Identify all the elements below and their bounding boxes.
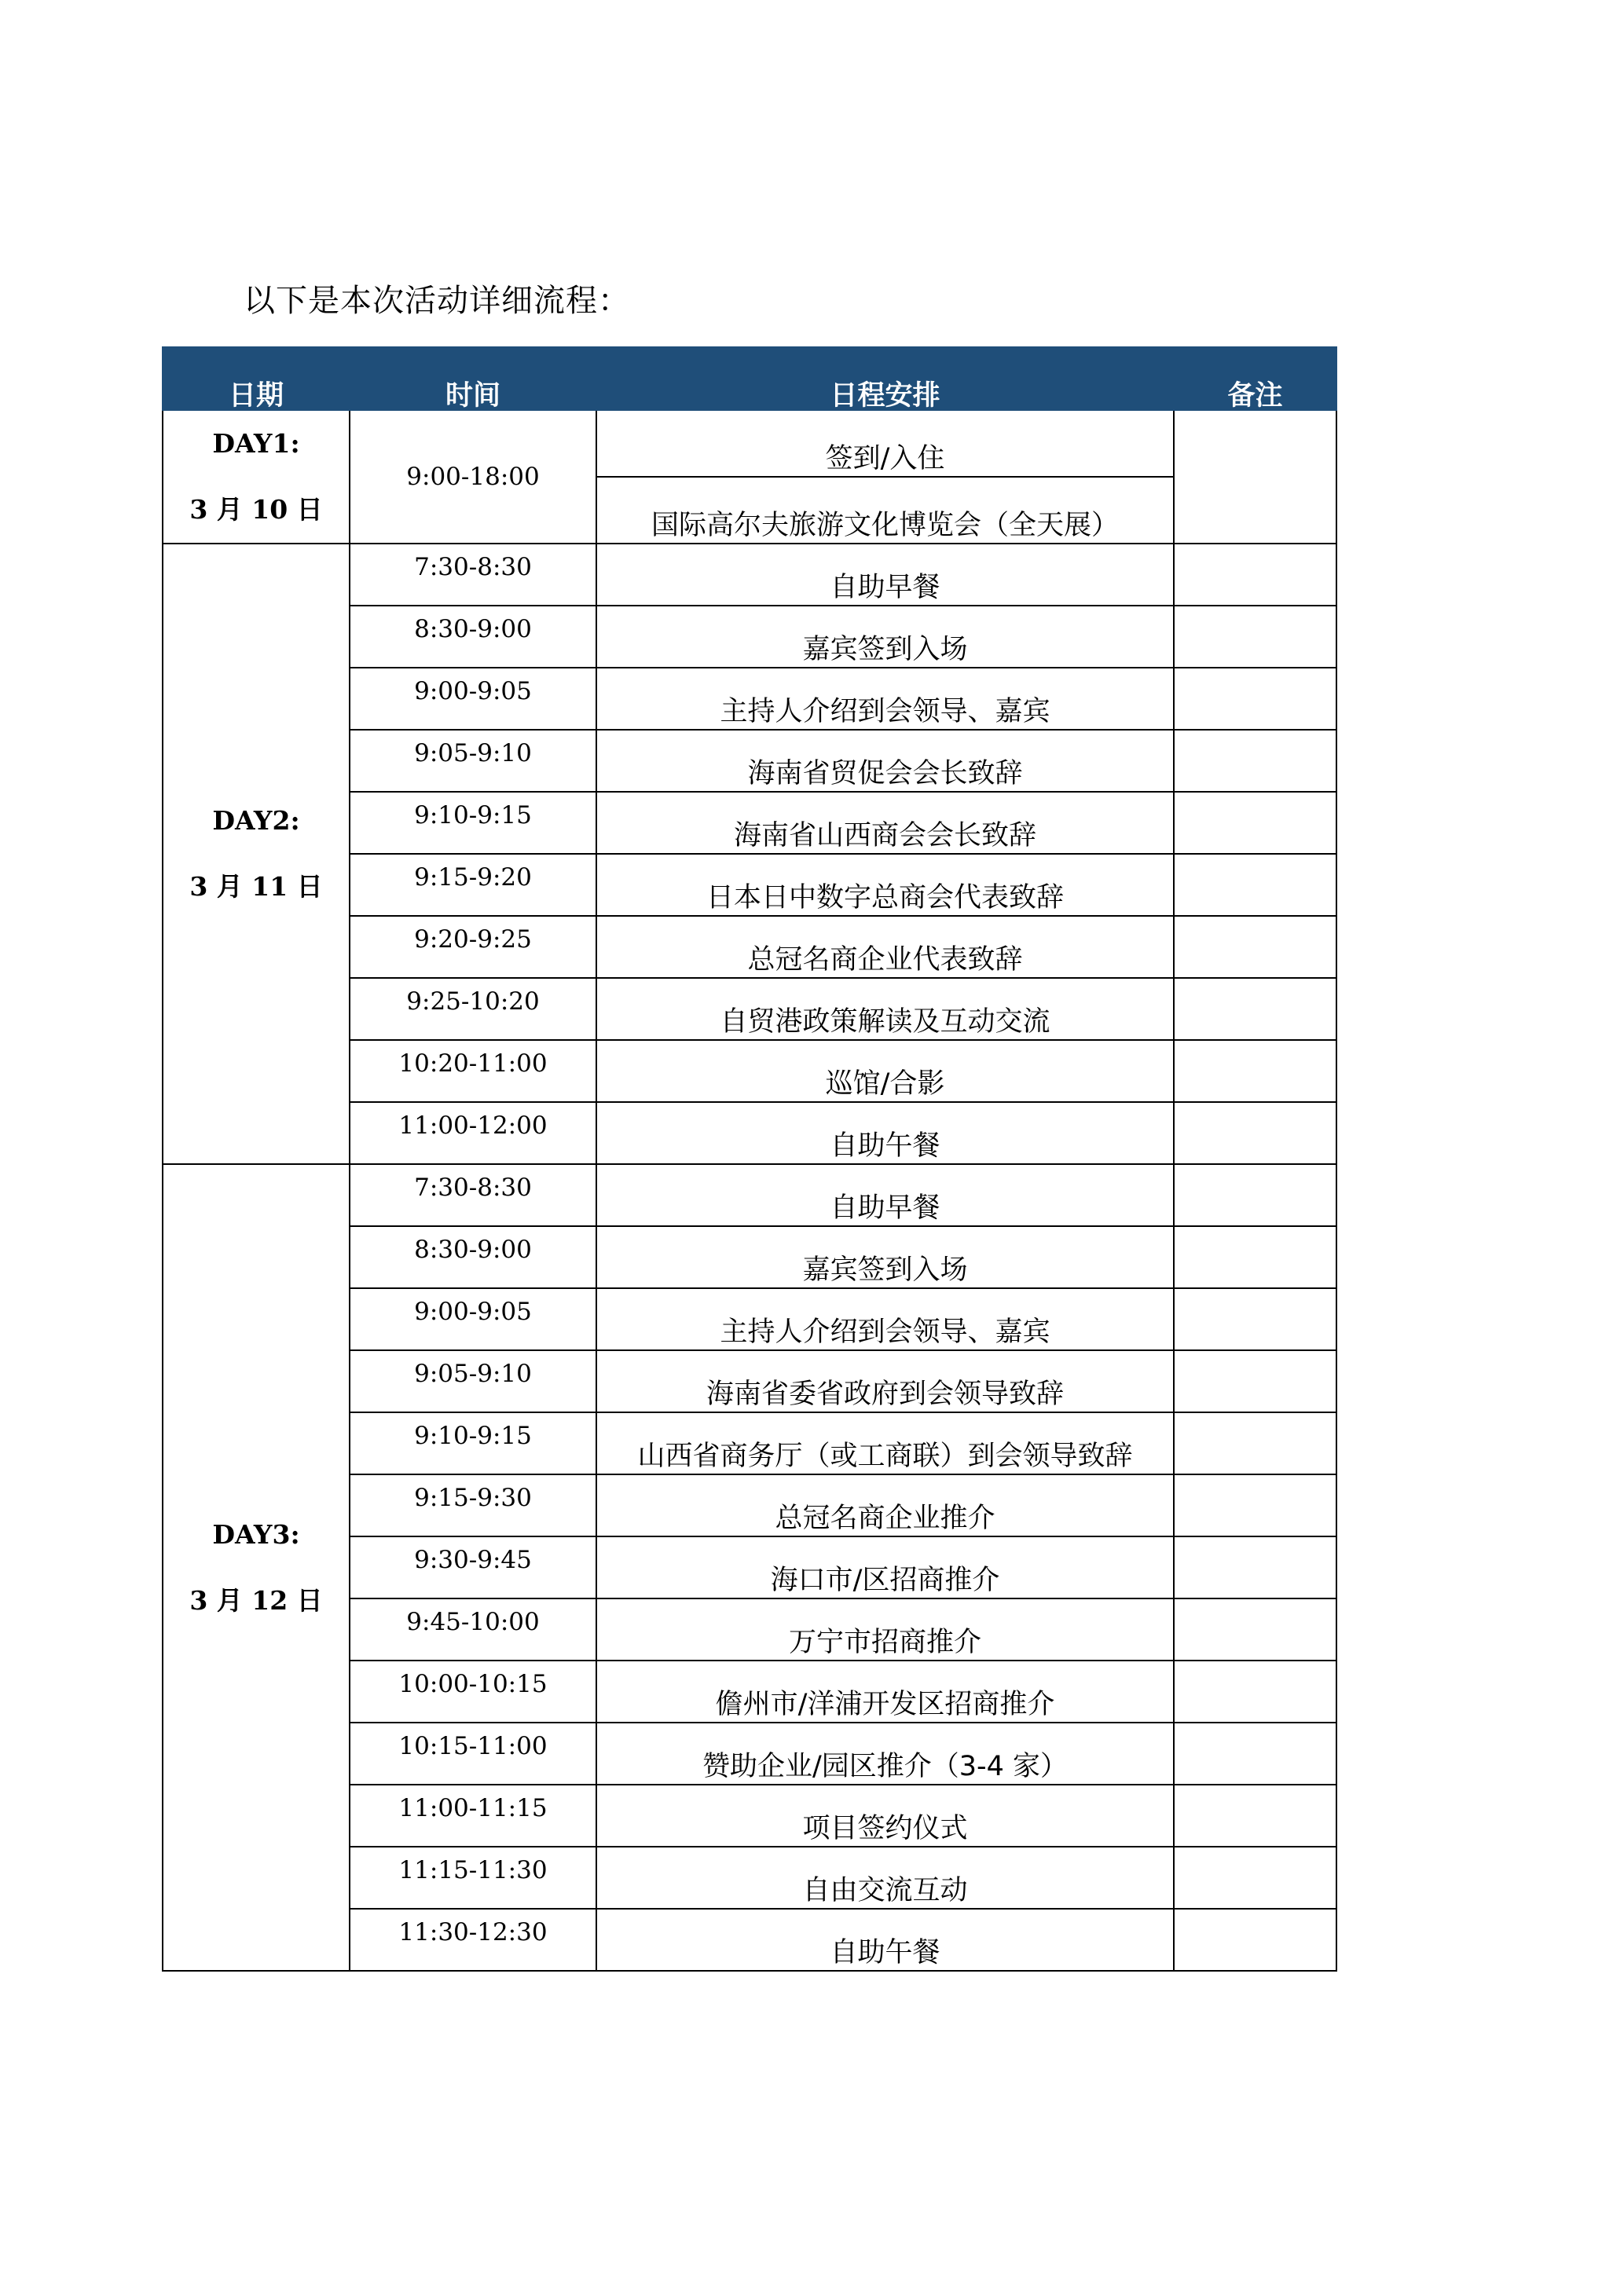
note-cell bbox=[1174, 1288, 1336, 1350]
item-cell: 自助早餐 bbox=[596, 1164, 1174, 1226]
item-cell: 嘉宾签到入场 bbox=[596, 1226, 1174, 1288]
item-cell: 项目签约仪式 bbox=[596, 1785, 1174, 1847]
intro-text: 以下是本次活动详细流程： bbox=[244, 283, 630, 319]
note-cell bbox=[1174, 1040, 1336, 1102]
note-cell bbox=[1174, 1412, 1336, 1474]
item-cell: 海南省委省政府到会领导致辞 bbox=[596, 1350, 1174, 1412]
item-cell: 巡馆/合影 bbox=[596, 1040, 1174, 1102]
note-cell bbox=[1174, 854, 1336, 916]
note-cell bbox=[1174, 1164, 1336, 1226]
time-cell: 10:15-11:00 bbox=[350, 1723, 596, 1785]
day-date: 3 月 12 日 bbox=[189, 1584, 323, 1616]
schedule-header bbox=[163, 347, 1336, 410]
time-cell: 9:45-10:00 bbox=[350, 1598, 596, 1661]
item-cell: 嘉宾签到入场 bbox=[596, 606, 1174, 668]
schedule-table bbox=[162, 346, 1337, 1972]
item-cell: 儋州市/洋浦开发区招商推介 bbox=[596, 1661, 1174, 1723]
day-date: 3 月 10 日 bbox=[189, 494, 323, 525]
time-cell: 8:30-9:00 bbox=[350, 1226, 596, 1288]
note-cell bbox=[1174, 606, 1336, 668]
time-cell: 9:10-9:15 bbox=[350, 792, 596, 854]
note-cell bbox=[1174, 1909, 1336, 1971]
time-cell: 9:30-9:45 bbox=[350, 1536, 596, 1598]
item-cell: 主持人介绍到会领导、嘉宾 bbox=[596, 1288, 1174, 1350]
item-cell: 海南省山西商会会长致辞 bbox=[596, 792, 1174, 854]
time-cell: 11:00-11:15 bbox=[350, 1785, 596, 1847]
note-cell bbox=[1174, 1474, 1336, 1536]
time-cell: 9:25-10:20 bbox=[350, 978, 596, 1040]
note-cell bbox=[1174, 1102, 1336, 1164]
item-cell: 主持人介绍到会领导、嘉宾 bbox=[596, 668, 1174, 730]
note-cell bbox=[1174, 1598, 1336, 1661]
note-cell bbox=[1174, 1723, 1336, 1785]
item-cell: 山西省商务厅（或工商联）到会领导致辞 bbox=[596, 1412, 1174, 1474]
schedule-body bbox=[163, 410, 1336, 1971]
item-cell: 自助早餐 bbox=[596, 544, 1174, 606]
time-cell: 9:15-9:20 bbox=[350, 854, 596, 916]
time-cell: 9:00-9:05 bbox=[350, 668, 596, 730]
note-cell bbox=[1174, 1536, 1336, 1598]
time-cell: 11:15-11:30 bbox=[350, 1847, 596, 1909]
time-cell: 9:00-9:05 bbox=[350, 1288, 596, 1350]
item-cell: 国际高尔夫旅游文化博览会（全天展） bbox=[596, 477, 1174, 544]
item-cell: 万宁市招商推介 bbox=[596, 1598, 1174, 1661]
header-item: 日程安排 bbox=[596, 347, 1174, 410]
item-cell: 自贸港政策解读及互动交流 bbox=[596, 978, 1174, 1040]
item-cell: 自助午餐 bbox=[596, 1102, 1174, 1164]
item-cell: 赞助企业/园区推介（3-4 家） bbox=[596, 1723, 1174, 1785]
item-cell: 自助午餐 bbox=[596, 1909, 1174, 1971]
time-cell: 9:10-9:15 bbox=[350, 1412, 596, 1474]
time-cell: 9:20-9:25 bbox=[350, 916, 596, 978]
day-label: DAY3: bbox=[212, 1518, 300, 1550]
header-row bbox=[163, 347, 1336, 410]
time-cell: 9:00-18:00 bbox=[350, 410, 596, 544]
note-cell bbox=[1174, 410, 1336, 544]
note-cell bbox=[1174, 1350, 1336, 1412]
header-date: 日期 bbox=[163, 347, 350, 410]
day-label: DAY2: bbox=[212, 805, 300, 836]
time-cell: 10:00-10:15 bbox=[350, 1661, 596, 1723]
note-cell bbox=[1174, 1661, 1336, 1723]
note-cell bbox=[1174, 730, 1336, 792]
time-cell: 11:00-12:00 bbox=[350, 1102, 596, 1164]
time-cell: 8:30-9:00 bbox=[350, 606, 596, 668]
time-cell: 11:30-12:30 bbox=[350, 1909, 596, 1971]
day-cell bbox=[163, 1164, 350, 1971]
item-cell: 自由交流互动 bbox=[596, 1847, 1174, 1909]
note-cell bbox=[1174, 668, 1336, 730]
header-time: 时间 bbox=[350, 347, 596, 410]
note-cell bbox=[1174, 916, 1336, 978]
note-cell bbox=[1174, 544, 1336, 606]
table-row bbox=[163, 1164, 1336, 1226]
time-cell: 9:05-9:10 bbox=[350, 1350, 596, 1412]
note-cell bbox=[1174, 978, 1336, 1040]
item-cell: 总冠名商企业推介 bbox=[596, 1474, 1174, 1536]
time-cell: 9:05-9:10 bbox=[350, 730, 596, 792]
day-date: 3 月 11 日 bbox=[189, 871, 323, 902]
time-cell: 10:20-11:00 bbox=[350, 1040, 596, 1102]
day-cell bbox=[163, 544, 350, 1164]
note-cell bbox=[1174, 1226, 1336, 1288]
item-cell: 日本日中数字总商会代表致辞 bbox=[596, 854, 1174, 916]
item-cell: 总冠名商企业代表致辞 bbox=[596, 916, 1174, 978]
time-cell: 7:30-8:30 bbox=[350, 1164, 596, 1226]
table-row bbox=[163, 410, 1336, 477]
item-cell: 海南省贸促会会长致辞 bbox=[596, 730, 1174, 792]
note-cell bbox=[1174, 792, 1336, 854]
day-label: DAY1: bbox=[212, 428, 300, 459]
day-cell bbox=[163, 410, 350, 544]
note-cell bbox=[1174, 1847, 1336, 1909]
header-note: 备注 bbox=[1174, 347, 1336, 410]
time-cell: 7:30-8:30 bbox=[350, 544, 596, 606]
item-cell: 海口市/区招商推介 bbox=[596, 1536, 1174, 1598]
table-row bbox=[163, 544, 1336, 606]
time-cell: 9:15-9:30 bbox=[350, 1474, 596, 1536]
note-cell bbox=[1174, 1785, 1336, 1847]
item-cell: 签到/入住 bbox=[596, 410, 1174, 477]
